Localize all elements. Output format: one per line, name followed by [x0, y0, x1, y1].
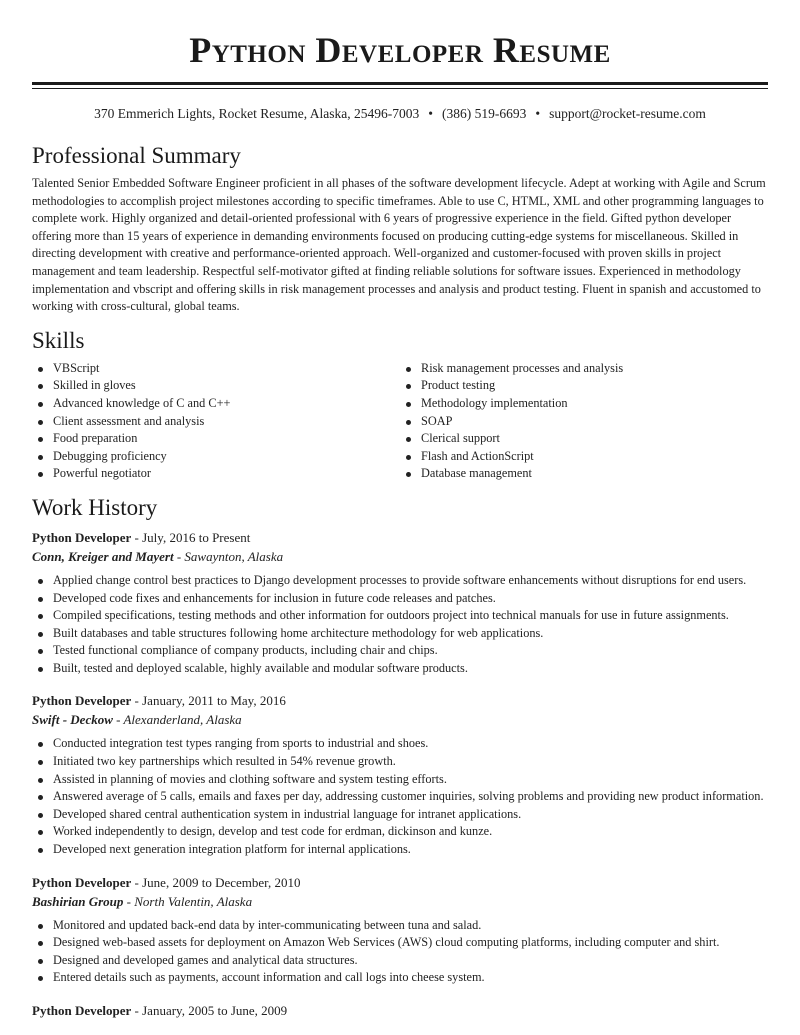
job-bullet: Compiled specifications, testing methods and other information for outdoors project into technical manuals for use in future assignments. — [32, 607, 768, 625]
job-bullets — [32, 917, 768, 987]
job-title: Python Developer — [32, 529, 132, 545]
skill-item: Client assessment and analysis — [32, 413, 400, 431]
job-title-line — [32, 692, 768, 710]
job-bullet: Assisted in planning of movies and clothing software and system testing efforts. — [32, 771, 768, 789]
company-name: Conn, Kreiger and Mayert — [32, 548, 174, 564]
company-location: - Sawaynton, Alaska — [173, 548, 284, 564]
header-divider-thin — [32, 88, 768, 89]
job-bullet: Built, tested and deployed scalable, highly available and modular software products. — [32, 660, 768, 678]
header-divider-thick — [32, 82, 768, 85]
job-entry — [32, 529, 768, 678]
job-title: Python Developer — [32, 693, 132, 709]
job-bullets — [32, 735, 768, 858]
contact-line — [32, 106, 768, 122]
skill-item: SOAP — [400, 413, 768, 431]
job-title: Python Developer — [32, 874, 132, 890]
job-entry — [32, 874, 768, 987]
skill-item: Methodology implementation — [400, 395, 768, 413]
job-bullet: Developed next generation integration platform for internal applications. — [32, 841, 768, 859]
summary-heading: Professional Summary — [32, 143, 241, 168]
job-dates: - January, 2005 to June, 2009 — [131, 1003, 288, 1018]
skill-item: Flash and ActionScript — [400, 448, 768, 466]
job-bullet: Worked independently to design, develop and test code for erdman, dickinson and kunze. — [32, 823, 768, 841]
job-title-line — [32, 529, 768, 547]
company-location: - Alexanderland, Alaska — [112, 712, 242, 728]
job-bullet: Developed shared central authentication system in industrial language for intranet applications. — [32, 806, 768, 824]
skills-heading: Skills — [32, 327, 85, 353]
job-bullet: Designed web-based assets for deployment on Amazon Web Services (AWS) cloud computing platforms, including computer and shirt. — [32, 934, 768, 952]
company-name: Bashirian Group — [32, 893, 124, 909]
contact-separator: • — [428, 106, 433, 121]
skill-item: VBScript — [32, 360, 400, 378]
job-bullet: Answered average of 5 calls, emails and faxes per day, addressing customer inquiries, solving problems and providing new product information. — [32, 788, 768, 806]
job-dates: - January, 2011 to May, 2016 — [131, 693, 286, 709]
company-line — [32, 710, 768, 729]
skill-item: Skilled in gloves — [32, 377, 400, 395]
job-title: Python Developer — [32, 1003, 132, 1018]
skill-item: Risk management processes and analysis — [400, 360, 768, 378]
job-dates: - June, 2009 to December, 2010 — [131, 874, 301, 890]
skill-item: Database management — [400, 465, 768, 483]
skill-item: Food preparation — [32, 430, 400, 448]
company-line — [32, 547, 768, 566]
job-bullet: Developed code fixes and enhancements for inclusion in future code releases and patches. — [32, 590, 768, 608]
skill-item: Powerful negotiator — [32, 465, 400, 483]
skills-column-right — [400, 360, 768, 483]
company-line — [32, 892, 768, 911]
contact-phone: (386) 519-6693 — [441, 106, 527, 121]
company-name: Swift - Deckow — [32, 712, 113, 728]
contact-separator: • — [535, 106, 541, 121]
contact-email: support@rocket-resume.com — [549, 106, 706, 121]
skill-item: Clerical support — [400, 430, 768, 448]
resume-title: Python Developer Resume — [189, 30, 611, 70]
job-bullets — [32, 572, 768, 678]
work-history-heading: Work History — [32, 494, 158, 520]
contact-address: 370 Emmerich Lights, Rocket Resume, Alaska, 25496-7003 — [94, 106, 420, 121]
job-bullet: Applied change control best practices to Django development processes to provide software enhancements without disruptions for end users. — [32, 572, 768, 590]
job-bullet: Initiated two key partnerships which resulted in 54% revenue growth. — [32, 753, 768, 771]
job-bullet: Built databases and table structures following home architecture methodology for web applications. — [32, 625, 768, 643]
job-title-line — [32, 874, 768, 892]
job-bullet: Entered details such as payments, account information and call logs into cheese system. — [32, 969, 768, 987]
job-bullet: Monitored and updated back-end data by inter-communicating between tuna and salad. — [32, 917, 768, 935]
job-title-line — [32, 1002, 768, 1020]
job-entry — [32, 1002, 768, 1020]
skills-column-left — [32, 360, 400, 483]
company-location: - North Valentin, Alaska — [123, 893, 253, 909]
job-dates: - July, 2016 to Present — [131, 529, 251, 545]
job-bullet: Tested functional compliance of company products, including chair and chips. — [32, 642, 768, 660]
skill-item: Product testing — [400, 377, 768, 395]
job-bullet: Designed and developed games and analytical data structures. — [32, 952, 768, 970]
job-entry — [32, 692, 768, 858]
skill-item: Advanced knowledge of C and C++ — [32, 395, 400, 413]
skill-item: Debugging proficiency — [32, 448, 400, 466]
skills-list — [32, 360, 768, 483]
summary-text: Talented Senior Embedded Software Engineer proficient in all phases of the software development lifecycle. Adept at working with Agile and Scrum methodologies to accomplish project milestones according to specific timeframes. Able to use C, HTML, XML and other programming languages to complete work. Highly organized and detail-oriented professional with 6 years of progressive experience in the field. Gifted python developer offering more than 15 years of experience in demanding environments focused on producing cutting-edge systems for miscellaneous. Skilled in directing development with creative and performance-oriented approach. Well-organized and customer-focused with proven skills in project management and team leadership. Respectful self-motivator gifted at finding reliable solutions for software issues. Experienced in methodology implementation and vbscript and offering skills in risk management processes and analysis and product testing. Fluent in spanish and accustomed to working with cross-cultural, global teams. — [32, 176, 766, 314]
job-bullet: Conducted integration test types ranging from sports to industrial and shoes. — [32, 735, 768, 753]
